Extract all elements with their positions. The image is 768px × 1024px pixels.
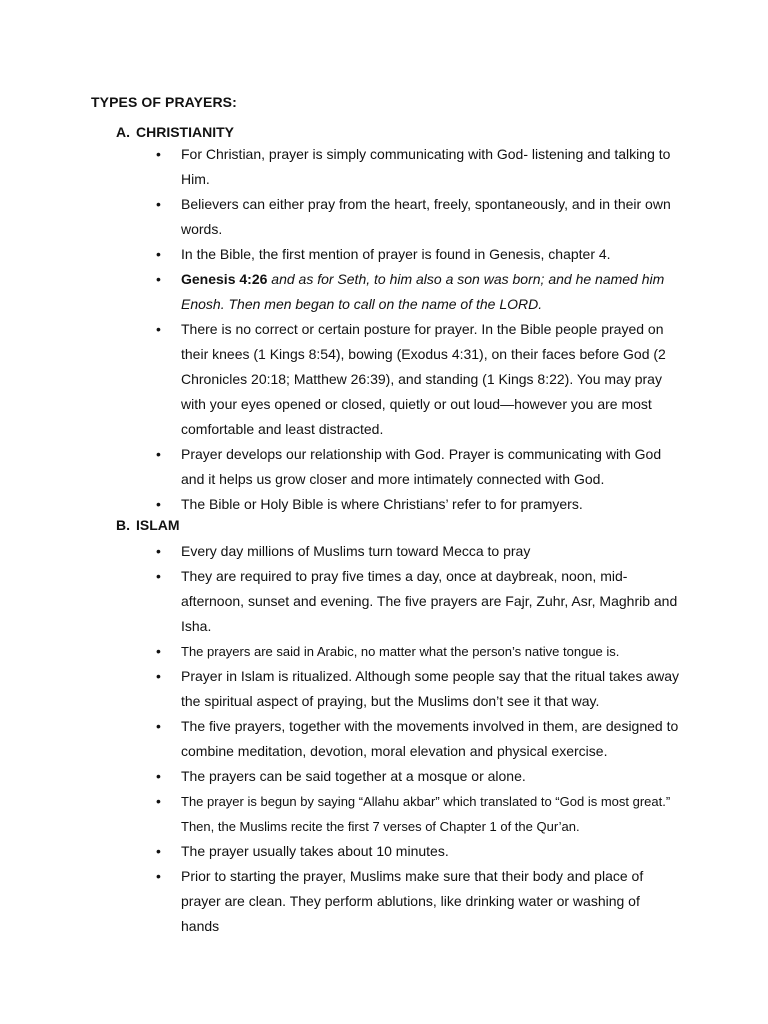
scripture-quote: and as for Seth, to him also a son was born; and he named him Enosh. Then men began to call on the name of the LORD. — [181, 271, 665, 312]
section-title: ISLAM — [136, 517, 180, 533]
christianity-list — [0, 142, 681, 517]
list-item — [0, 242, 681, 267]
list-item-text: For Christian, prayer is simply communicating with God- listening and talking to Him. — [181, 146, 671, 187]
list-item — [0, 564, 681, 639]
list-item — [0, 789, 681, 839]
list-item-text: The prayer usually takes about 10 minutes. — [181, 843, 449, 859]
list-item-text: The prayers can be said together at a mosque or alone. — [181, 768, 526, 784]
list-item-text: They are required to pray five times a day, once at daybreak, noon, mid-afternoon, sunset and evening. The five prayers are Fajr, Zuhr, Asr, Maghrib and Isha. — [181, 568, 678, 634]
list-item-text: The prayer is begun by saying “Allahu akbar” which translated to “God is most great.” Then, the Muslims recite the first 7 verses of Chapter 1 of the Qur’an. — [181, 794, 671, 834]
list-item — [0, 764, 681, 789]
list-item — [0, 317, 681, 442]
list-item-text: Believers can either pray from the heart, freely, spontaneously, and in their own words. — [181, 196, 671, 237]
list-item — [0, 714, 681, 764]
section-heading-christianity — [116, 124, 234, 140]
list-item-text: The five prayers, together with the movements involved in them, are designed to combine meditation, devotion, moral elevation and physical exercise. — [181, 718, 679, 759]
list-item — [0, 492, 681, 517]
list-item-text: Every day millions of Muslims turn toward Mecca to pray — [181, 543, 531, 559]
section-letter: B. — [116, 517, 130, 533]
section-heading-islam — [116, 517, 180, 533]
list-item-text: There is no correct or certain posture for prayer. In the Bible people prayed on their knees (1 Kings 8:54), bowing (Exodus 4:31), on their faces before God (2 Chronicles 20:18; Matthew 26:39), and standing (1 Kings 8:22). You may pray with your eyes opened or closed, quietly or out loud—however you are most comfortable and least distracted. — [181, 321, 666, 437]
list-item — [0, 267, 681, 317]
list-item — [0, 192, 681, 242]
list-item — [0, 442, 681, 492]
list-item-text: Prior to starting the prayer, Muslims make sure that their body and place of prayer are clean. They perform ablutions, like drinking water or washing of hands — [181, 868, 644, 934]
list-item — [0, 142, 681, 192]
list-item — [0, 839, 681, 864]
scripture-reference: Genesis 4:26 — [181, 271, 268, 287]
islam-list — [0, 539, 681, 939]
list-item-text: The prayers are said in Arabic, no matter what the person’s native tongue is. — [181, 644, 620, 659]
section-letter: A. — [116, 124, 130, 140]
list-item-text: Prayer develops our relationship with God. Prayer is communicating with God and it helps us grow closer and more intimately connected with God. — [181, 446, 662, 487]
list-item — [0, 639, 681, 664]
list-item — [0, 864, 681, 939]
list-item-text: In the Bible, the first mention of prayer is found in Genesis, chapter 4. — [181, 246, 611, 262]
list-item — [0, 539, 681, 564]
list-item-text: Prayer in Islam is ritualized. Although some people say that the ritual takes away the spiritual aspect of praying, but the Muslims don’t see it that way. — [181, 668, 680, 709]
section-title: CHRISTIANITY — [136, 124, 234, 140]
document-title: TYPES OF PRAYERS: — [91, 94, 237, 110]
list-item — [0, 664, 681, 714]
list-item-text: The Bible or Holy Bible is where Christians’ refer to for pramyers. — [181, 496, 583, 512]
